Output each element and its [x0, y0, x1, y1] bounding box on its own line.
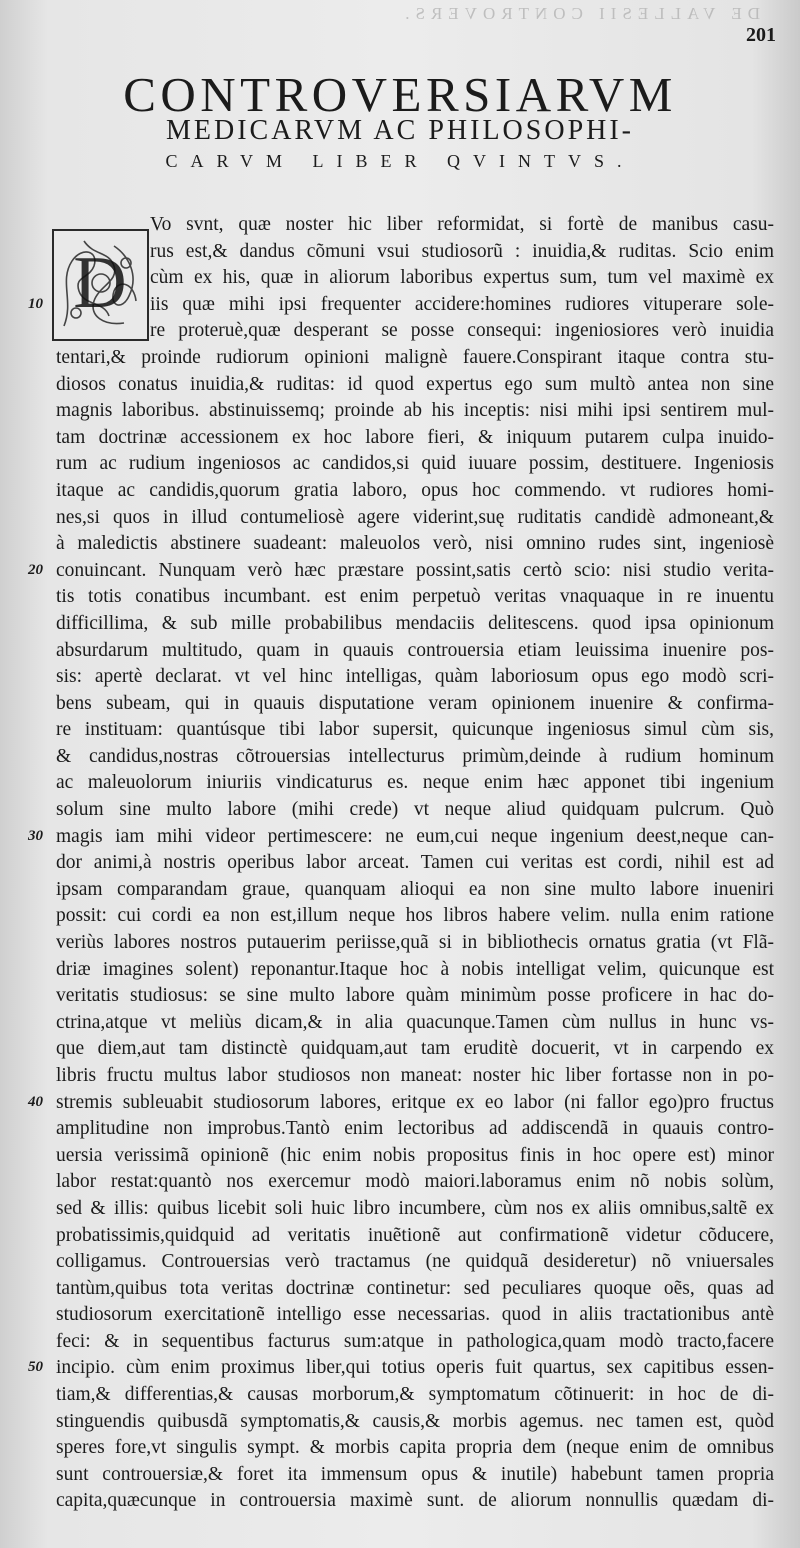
text-line: feci: & in sequentibus facturus sum:atque in pathologica,quam modò tracto,facere: [56, 1330, 774, 1352]
text-line: que diem,aut tam distinctè quidquam,aut tam eruditè docuerit, vt in carpendo ex: [56, 1038, 774, 1060]
text-line: bens subeam, qui in quauis disputatione veram opinionem inuenire & confirma-: [56, 692, 774, 714]
text-line: solum sine multo labore (mihi crede) vt neque aliud quidquam pulcrum. Quò: [56, 799, 774, 820]
text-line: & candidus,nostras cõtrouersias intellecturus primùm,deinde à rudium hominum: [56, 745, 774, 767]
text-line: stinguendis quibusdã symptomatis,& causis,& morbis agemus. nec tamen est, quòd: [56, 1410, 774, 1432]
text-line: à maledictis abstinere suadeant: maleuolos verò, nisi omnino rudes sint, ingeniosè: [56, 533, 774, 555]
line-number: 10: [28, 295, 43, 312]
text-line: ac maleuolorum iniuriis vindicaturus es. neque enim hæc apponet tibi ingenium: [56, 772, 774, 794]
text-line: rum ac rudium ingeniosos ac candidos,si quid iuuare possim, destituere. Ingeniosis: [56, 453, 774, 475]
text-line: cùm ex his, quæ in aliorum laboribus expertus sum, tum vel maximè ex: [150, 267, 774, 289]
text-line: difficillima, & sub mille probabilibus mendaciis delitescens. quod ipsa opinionum: [56, 612, 774, 634]
text-line: re proteruè,quæ desperant se posse consequi: ingeniosiores verò inuidia: [150, 320, 774, 342]
text-line: colligamus. Controuersias verò tractamus (ne quidquã desideretur) nõ vniuersales: [56, 1251, 774, 1273]
text-line: conuincant. Nunquam verò hæc præstare possint,satis certò scio: nisi studio verita-: [56, 559, 774, 581]
text-line: Vo svnt, quæ noster hic liber reformidat, si fortè de manibus casu-: [150, 214, 774, 235]
text-line: libris fructu multus labor studiosos non maneat: noster hic liber fortasse non in po-: [56, 1064, 774, 1086]
text-line: [56, 1516, 774, 1540]
text-line: veritatis studiosus: se sine multo labore quàm minimùm posse proficere in hac do-: [56, 985, 774, 1007]
text-line: magis iam mihi videor pertimescere: ne eum,cui neque ingenium deest,neque can-: [56, 825, 774, 847]
text-line: stremis subleuabit studiosorum labores, eritque ex eo labor (ni fallor ego)pro fructus: [56, 1091, 774, 1113]
text-line: speres fore,vt singulis sympt. & morbis capita propria dem (neque enim de omnibus: [56, 1437, 774, 1459]
page-number: 201: [746, 24, 776, 46]
text-line: absurdarum multitudo, quam in quauis controuersia etiam leuissima inuenire pos-: [56, 639, 774, 661]
title-line-1: CONTROVERSIARVM: [123, 67, 677, 122]
text-line: ctrina,atque vt meliùs dicam,& in alia quacunque.Tamen cùm nullus in hunc vs-: [56, 1011, 774, 1033]
text-line: veriùs labores nostros putauerim periisse,quã si in bibliothecis ornatus gratia (vt Flã-: [56, 932, 774, 953]
title-line-3: CARVM LIBER QVINTVS.: [165, 151, 635, 171]
line-number: 20: [28, 561, 43, 578]
line-number: 50: [28, 1359, 43, 1376]
title-line-2: MEDICARVM AC PHILOSOPHI-: [165, 115, 635, 146]
text-line: diosos conatus inuidia,& ruditas: id quod expertus ego sum multò antea non sine: [56, 373, 774, 395]
text-line: amplitudine non improbus.Tantò enim lectoribus ad addiscendã in quauis contro-: [56, 1118, 774, 1140]
text-line: tam doctrinæ accessionem ex hoc labore fieri, & iniquum putarem culpa inuido-: [56, 426, 774, 448]
text-line: dor animi,à nostris operibus labor arceat. Tamen cui veritas est cordi, nihil est ad: [56, 852, 774, 874]
text-line: ipsam comparandam graue, quanquam alioqui ea non sine multo labore inueniri: [56, 878, 774, 900]
line-number: 40: [28, 1093, 43, 1110]
dropcap-letter: D: [73, 242, 127, 324]
bleed-through-text: DE VALLESII CONTROVERS.: [399, 4, 760, 23]
text-line: labor restat:quantò nos exercemur modò maiori.laboramus enim nõ nobis solùm,: [56, 1171, 774, 1193]
text-line: rus est,& dandus cõmuni vsui studiosorũ : inuidia,& ruditas. Scio enim: [150, 240, 774, 262]
text-line: sis: apertè declarat. vt vel hinc intelligas, quàm laboriosum opus ego modò scri-: [56, 666, 774, 688]
text-line: sed & illis: quibus licebit soli huic libro incumbere, cùm nos ex aliis omnibus,saltẽ ex: [56, 1197, 774, 1219]
line-number: 30: [28, 827, 43, 844]
text-line: sunt controuersiæ,& foret ita immensum opus & inutile) habebunt tamen propria: [56, 1463, 774, 1485]
text-line: tiam,& differentias,& causas morborum,& symptomatum cõtinuerit: in hoc de di-: [56, 1384, 774, 1405]
text-line: incipio. cùm enim proximus liber,qui totius operis fuit quartus, sex capitibus essen-: [56, 1357, 774, 1379]
text-line: studiosorum exercitationẽ intelligo esse necessarias. quod in aliis tractationibus antè: [56, 1304, 774, 1326]
text-line: tis totis conatibus incumbant. est enim perpetuò veritas vnaquaque in re inuentu: [56, 586, 774, 608]
text-line: iis quæ mihi ipsi frequenter accidere:homines rudiores vituperare sole-: [150, 293, 774, 315]
text-line: possit: cui cordi ea non est,illum neque hos libros habere velim. nulla enim ratione: [56, 905, 774, 927]
text-line: re instituam: quantúsque tibi labor supersit, quicunque ingeniosus simul cùm sis,: [56, 719, 774, 741]
text-line: itaque ac candidis,quorum gratia laboro, opus hoc commendo. vt rudiores homi-: [56, 479, 774, 501]
text-line: driæ imagines solent) reponantur.Itaque hoc à nobis intelligat velim, quicunque est: [56, 958, 774, 980]
text-line: capita,quæcunque in controuersia maximè sunt. de aliorum nonnullis quædam di-: [56, 1490, 774, 1512]
text-line: tentari,& proinde rudiorum opinioni malignè fauere.Conspirant itaque contra stu-: [56, 347, 774, 368]
text-line: probatissimis,quidquid ad veritatis inuẽtionẽ aut confirmationẽ videtur cõducere,: [56, 1224, 774, 1246]
text-line: magnis laboribus. abstinuissemq; proinde ab his inceptis: nisi mihi ipsi sentirem mul-: [56, 400, 774, 422]
text-line: uersia verissimã opinionẽ (hic enim nobis propositus finis in hoc opere est) minor: [56, 1144, 774, 1166]
text-line: tantùm,quibus tota veritas doctrinæ continetur: sed peculiares quoque oẽs, quas ad: [56, 1277, 774, 1299]
text-line: nes,si quos in illud contumeliosè agere viderint,suę ruditatis candidè admoneant,&: [56, 506, 774, 528]
